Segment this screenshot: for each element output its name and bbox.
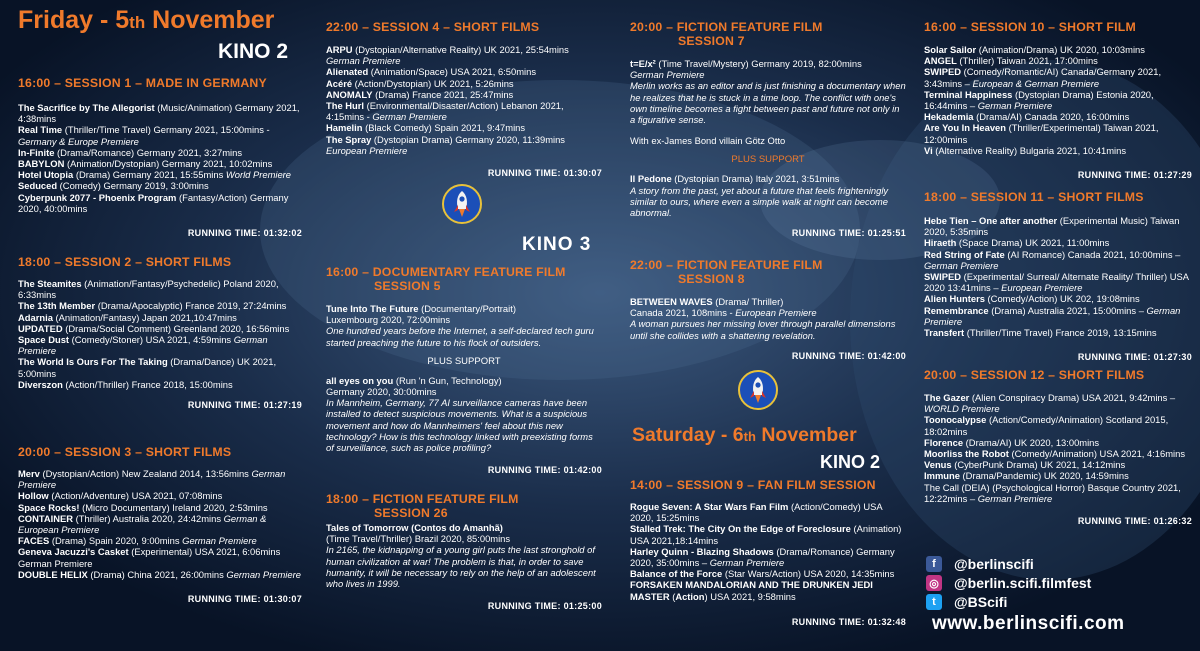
running-time: RUNNING TIME: 01:42:00 [487,465,602,476]
film-meta: (Time Travel/Thriller) Brazil 2020, 85:00mins [326,533,511,545]
rocket-logo [738,370,778,410]
plus-support-label: PLUS SUPPORT [427,355,501,367]
film-note: With ex-James Bond villain Götz Otto [630,135,786,147]
film-description: One hundred years before the Internet, a self-declared tech guru started preaching the future to his flock of outsiders. [326,325,594,348]
film-entry: Solar Sailor (Animation/Drama) UK 2020, 10:03mins [924,44,1145,55]
film-entry: Alien Hunters (Comedy/Action) UK 202, 19:08mins [924,293,1140,305]
film-entry: Hollow (Action/Adventure) USA 2021, 07:08mins [18,490,223,502]
film-entry: Adarnia (Animation/Fantasy) Japan 2021,10:47mins [18,311,237,323]
film-entry: SWIPED (Comedy/Romantic/AI) Canada/Germany 2021, 3:43mins – European & German Premiere [924,66,1162,89]
column-kino3 [326,0,602,651]
film-description: Merlin works as an editor and is just finishing a documentary when he realizes that he is stuck in a time loop. The conflict with one's own timeline becomes a fight between past and future not only in a figurative sense. [630,80,906,126]
running-time: RUNNING TIME: 01:26:32 [1077,516,1192,527]
facebook-icon: f [926,556,942,572]
film-entry: In-Finite (Drama/Romance) Germany 2021, 3:27mins [18,146,243,158]
film-entry: Venus (CyberPunk Drama) UK 2021, 14:12mins [924,459,1126,471]
running-time: RUNNING TIME: 01:27:29 [1077,170,1192,181]
day-title-text: Friday - 5 [18,6,130,34]
film-title: Tune Into The Future [326,303,419,314]
film-genre: (Run 'n Gun, Technology) [393,374,502,386]
film-entry: BABYLON (Animation/Dystopian) Germany 2021, 10:02mins [18,158,273,170]
film-entry: Alienated (Animation/Space) USA 2021, 6:50mins [326,66,537,78]
film-entry: FACES (Drama) Spain 2020, 9:00mins German Premiere [18,535,257,547]
film-entry: Terminal Happiness (Dystopian Drama) Estonia 2020, 16:44mins – German Premiere [924,88,1154,112]
film-description: In Mannheim, Germany, 77 AI surveillance cameras have been installed to detect suspicious movements. What is a suspicious movement and how do Mannheimers' feel about this new technology? How is this technology linked with preexisting forms of surveillance, such as police profiling? [326,397,593,454]
film-entry: Florence (Drama/AI) UK 2020, 13:00mins [924,436,1100,448]
film-entry: Moorliss the Robot (Comedy/Animation) USA 2021, 4:16mins [924,448,1186,460]
session-header: 20:00 – FICTION FEATURE FILM [630,20,823,34]
film-meta: Canada 2021, 108mins - [630,307,736,319]
film-entry: Hekademia (Drama/AI) Canada 2020, 16:00mins [924,111,1130,123]
session-header: 20:00 – SESSION 12 – SHORT FILMS [924,368,1145,382]
film-list [326,522,602,589]
website-link[interactable]: www.berlinscifi.com [932,613,1125,634]
film-entry: Vi (Alternative Reality) Bulgaria 2021, 10:41mins [924,144,1127,156]
film-description: In 2165, the kidnapping of a young girl puts the last stronghold of human civilization at war! The problem is that, in order to save humanity, it will be necessary to rely on the help of an adolescent who lives in 1999. [326,544,596,590]
film-entry: UPDATED (Drama/Social Comment) Greenland 2020, 16:56mins [18,322,290,334]
film-title: t=E/x² [630,58,656,69]
session-header: 16:00 – SESSION 10 – SHORT FILM [924,20,1136,34]
film-genre: (Time Travel/Mystery) Germany 2019, 82:00mins [655,58,862,69]
film-title: Il Pedone [630,173,672,185]
running-time: RUNNING TIME: 01:32:48 [791,616,906,627]
day-title-suffix: th [743,429,756,444]
session-26 [326,492,602,611]
film-entry: The Spray (Dystopian Drama) Germany 2020, 11:39mins European Premiere [326,133,565,156]
session-1 [18,76,302,238]
film-list [630,501,906,602]
session-9 [630,478,906,627]
film-entry: Space Rocks! (Micro Documentary) Ireland 2020, 2:53mins [18,501,268,513]
film-entry: Transfert (Thriller/Time Travel) France 2019, 13:15mins [924,327,1157,339]
twitter-icon: t [926,594,942,610]
instagram-handle[interactable]: @berlin.scifi.filmfest [954,575,1092,591]
session-header: 22:00 – FICTION FEATURE FILM [630,258,823,272]
film-list [18,102,302,214]
film-description: A story from the past, yet about a future that feels frighteningly similar to ours, where even a simple walk at night can become abnormal. [630,184,889,219]
film-entry: Remembrance (Drama) Australia 2021, 15:00mins – German Premiere [924,304,1181,327]
running-time: RUNNING TIME: 01:32:02 [187,228,302,239]
venue-label: KINO 2 [218,40,289,63]
running-time: RUNNING TIME: 01:42:00 [791,350,906,361]
film-entry: ANGEL (Thriller) Taiwan 2021, 17:00mins [924,55,1098,67]
film-entry: SWIPED (Experimental/ Surreal/ Alternate Reality/ Thriller) USA 2020 13:41mins – European Premiere [924,271,1189,294]
day-title-suffix: th [129,13,146,32]
session-header: 20:00 – SESSION 3 – SHORT FILMS [18,445,232,459]
film-list [326,375,602,453]
film-genre: (Documentary/Portrait) [418,303,516,314]
film-genre: (Dystopian Drama) Italy 2021, 3:51mins [671,173,840,185]
film-entry: The 13th Member (Drama/Apocalyptic) France 2019, 27:24mins [18,300,287,312]
premiere-label: German Premiere [630,69,705,81]
session-12 [924,368,1192,526]
film-entry: Hotel Utopia (Drama) Germany 2021, 15:55mins World Premiere [18,169,292,181]
session-8 [630,258,906,361]
session-number: SESSION 5 [374,279,441,293]
film-entry: Seduced (Comedy) Germany 2019, 3:00mins [18,180,209,192]
day-title-friday [18,6,302,35]
session-header: 14:00 – SESSION 9 – FAN FILM SESSION [630,478,876,492]
film-entry: The Call (DEIA) (Psychological Horror) Basque Country 2021, 12:22mins – German Premiere [924,481,1181,504]
film-list [924,215,1192,338]
session-header: 16:00 – SESSION 1 – MADE IN GERMANY [18,76,267,90]
session-4 [326,20,602,178]
film-entry: The Steamites (Animation/Fantasy/Psychedelic) Poland 2020, 6:33mins [18,278,279,301]
premiere-label: European Premiere [735,307,817,319]
film-entry: Balance of the Force (Star Wars/Action) USA 2020, 14:35mins [630,568,895,580]
film-entry: ARPU (Dystopian/Alternative Reality) UK 2021, 25:54mins German Premiere [326,44,569,67]
session-number: SESSION 26 [374,506,448,520]
film-entry: Real Time (Thriller/Time Travel) Germany 2021, 15:00mins - Germany & Europe Premiere [18,124,270,147]
film-list [18,468,302,580]
instagram-icon: ◎ [926,575,942,591]
film-entry: The Sacrifice by The Allegorist (Music/Animation) Germany 2021, 4:38mins [18,102,300,125]
film-title: BETWEEN WAVES [630,296,713,307]
session-2 [18,255,302,410]
venue-label: KINO 2 [820,452,881,472]
social-twitter[interactable] [926,594,1007,610]
film-entry: Geneva Jacuzzi's Casket (Experimental) USA 2021, 6:06mins German Premiere [18,546,281,569]
running-time: RUNNING TIME: 01:27:30 [1077,352,1192,363]
film-description: A woman pursues her missing lover through parallel dimensions until she collides with a shattering revelation. [630,318,896,341]
day-title-text: Saturday - 6 [632,424,744,446]
running-time: RUNNING TIME: 01:30:07 [487,168,602,179]
film-list [630,173,906,218]
plus-support-label: PLUS SUPPORT [731,154,805,166]
running-time: RUNNING TIME: 01:30:07 [187,594,302,605]
film-entry: The Hurl (Environmental/Disaster/Action) Lebanon 2021, 4:15mins - German Premiere [326,100,564,123]
film-entry: Are You In Heaven (Thriller/Experimental) Taiwan 2021, 12:00mins [924,122,1159,145]
film-entry: The Gazer (Alien Conspiracy Drama) USA 2021, 9:42mins – WORLD Premiere [924,392,1176,415]
film-list [924,44,1192,156]
film-meta: Luxembourg 2020, 72:00mins [326,314,451,326]
session-10 [924,20,1192,180]
film-entry: Harley Quinn - Blazing Shadows (Drama/Romance) Germany 2020, 35:00mins – German Premiere [630,545,895,569]
session-header: 18:00 – SESSION 2 – SHORT FILMS [18,255,232,269]
column-saturday [924,0,1192,651]
day-title-month: November [145,6,275,34]
film-meta: Germany 2020, 30:00mins [326,386,437,398]
social-instagram[interactable] [926,575,1091,591]
film-entry: Immune (Drama/Pandemic) UK 2020, 14:59mins [924,470,1129,482]
day-title-month: November [755,424,857,446]
session-3 [18,445,302,604]
session-header: 16:00 – DOCUMENTARY FEATURE FILM [326,265,566,279]
film-entry: Acéré (Action/Dystopian) UK 2021, 5:26mins [326,77,514,89]
film-entry: Rogue Seven: A Star Wars Fan Film (Action/Comedy) USA 2020, 15:25mins [630,501,883,524]
running-time: RUNNING TIME: 01:27:19 [187,400,302,411]
column-kino3-saturday [630,0,906,651]
film-list [326,44,602,156]
film-title: Tales of Tomorrow (Contos do Amanhã) [326,522,503,533]
rocket-logo [442,184,482,224]
film-entry: FORSAKEN MANDALORIAN AND THE DRUNKEN JEDI MASTER (Action) USA 2021, 9:58mins [630,579,873,602]
film-entry: Hebe Tien – One after another (Experimental Music) Taiwan 2020, 5:35mins [924,215,1180,238]
session-header: 18:00 – SESSION 11 – SHORT FILMS [924,190,1144,204]
film-list [18,278,302,390]
session-number: SESSION 7 [678,34,745,48]
film-list [924,392,1192,504]
film-entry: Space Dust (Comedy/Stoner) USA 2021, 4:59mins German Premiere [18,334,268,357]
film-entry: Stalled Trek: The City On the Edge of Foreclosure (Animation) USA 2021,18:14mins [630,523,902,546]
venue-label: KINO 3 [522,234,592,255]
twitter-handle[interactable]: @BScifi [954,594,1008,610]
film-list [326,303,602,348]
film-entry: Diverszon (Action/Thriller) France 2018, 15:00mins [18,378,233,390]
session-header: 18:00 – FICTION FEATURE FILM [326,492,519,506]
film-entry: Red String of Fate (AI Romance) Canada 2021, 10:00mins – German Premiere [924,248,1181,271]
session-header: 22:00 – SESSION 4 – SHORT FILMS [326,20,540,34]
session-number: SESSION 8 [678,272,745,286]
film-entry: ANOMALY (Drama) France 2021, 25:47mins [326,88,514,100]
social-facebook[interactable] [926,556,1034,572]
film-genre: (Drama/ Thriller) [712,296,784,307]
film-title: all eyes on you [326,374,394,386]
film-entry: The World Is Ours For The Taking (Drama/Dance) UK 2021, 5:00mins [18,356,277,379]
session-5 [326,265,602,475]
film-entry: CONTAINER (Thriller) Australia 2020, 24:42mins German & European Premiere [18,512,267,536]
film-entry: Hamelin (Black Comedy) Spain 2021, 9:47mins [326,122,526,134]
film-entry: Cyberpunk 2077 - Phoenix Program (Fantasy/Action) Germany 2020, 40:00mins [18,191,289,214]
film-list [630,58,906,146]
running-time: RUNNING TIME: 01:25:00 [487,601,602,612]
facebook-handle[interactable]: @berlinscifi [954,556,1034,572]
session-11 [924,190,1192,362]
session-7 [630,20,906,238]
column-friday [18,0,302,651]
running-time: RUNNING TIME: 01:25:51 [791,228,906,239]
film-entry: Merv (Dystopian/Action) New Zealand 2014, 13:56mins German Premiere [18,468,286,491]
film-entry: Toonocalypse (Action/Comedy/Animation) Scotland 2015, 18:02mins [924,414,1169,437]
film-list [630,296,906,341]
day-title-saturday [632,424,908,447]
film-entry: DOUBLE HELIX (Drama) China 2021, 26:00mins German Premiere [18,568,301,580]
film-entry: Hiraeth (Space Drama) UK 2021, 11:00mins [924,237,1110,249]
